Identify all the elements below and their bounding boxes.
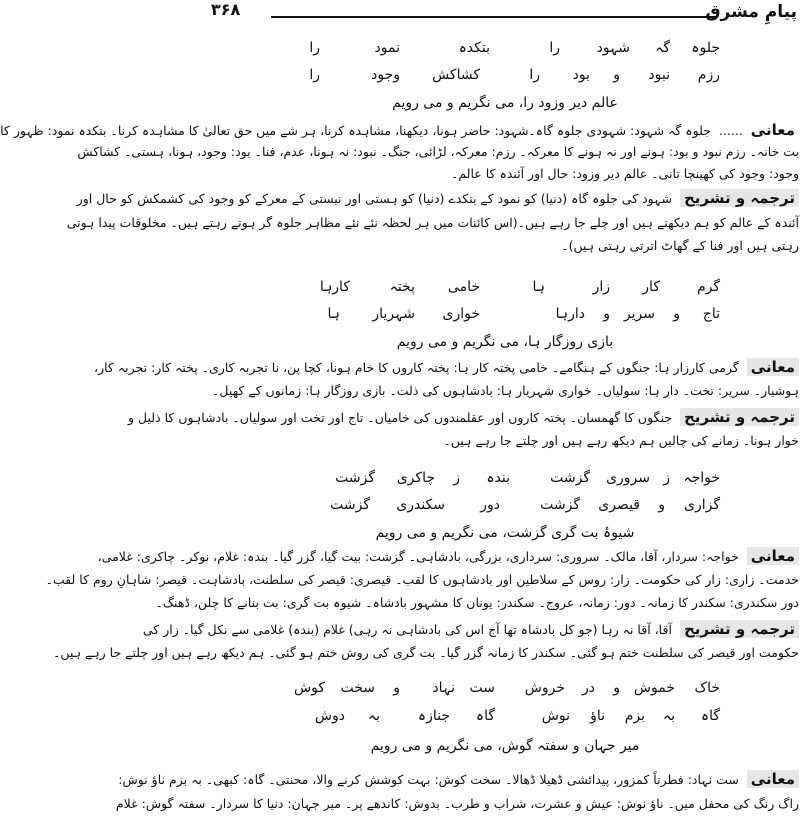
- word: را: [549, 40, 560, 56]
- word: گزشت: [335, 470, 375, 486]
- word: و: [613, 680, 620, 696]
- translation-line: رہتی ہیں اور فنا کے گھاٹ اترتی رہتی ہیں)۔: [561, 238, 799, 253]
- word: سکندری: [396, 497, 445, 513]
- word: بہ: [367, 708, 380, 724]
- word: و: [658, 497, 665, 513]
- word: سریر: [623, 306, 655, 322]
- word: نمود: [374, 40, 400, 56]
- header-rule: [271, 16, 717, 18]
- meaning-line: خدمت۔ زاری: زار کی حکومت۔ زار: روس کے سلاطین اور بادشاہوں کا لقب۔ قیصری: قیصر کی سلطنت، بادشاہت۔ قیصر: شاہانِ روم کا لقب۔: [45, 572, 799, 587]
- word: رزم: [697, 67, 720, 83]
- word: ہا: [327, 306, 340, 322]
- word: ہا: [532, 279, 545, 295]
- word: بہ: [662, 708, 675, 724]
- word: تاج: [702, 306, 720, 322]
- word: وجود: [371, 67, 400, 83]
- verse-line: [300, 40, 720, 62]
- refrain: میر جہان و سفتہ گوش، می نگریم و می رویم: [370, 738, 640, 754]
- meaning-line: وجود: وجود کی کھینچا تانی۔ عالم دیر وزود: حال اور آئندہ کا عالم۔: [451, 166, 799, 181]
- meaning-text: خواجہ: سردار، آقا، مالک۔ سروری: سرداری، بزرگی، بادشاہی۔ گزشت: بیت گیا، گزر گیا۔ بندہ: غلام، نوکر۔ چاکری: غلامی،: [97, 549, 739, 564]
- word: کشاکش: [432, 67, 480, 83]
- word: چاکری: [396, 470, 435, 486]
- word: قیصری: [598, 497, 640, 513]
- meaning-line: [97, 547, 799, 565]
- word: بزم: [624, 708, 645, 724]
- word: بود: [572, 67, 590, 83]
- page-header: [205, 0, 805, 30]
- translation-line: [142, 620, 799, 638]
- translation-text: آقا، آقا نہ رہا (جو کل بادشاہ تھا آج اس کی بادشاہی نہ رہی) غلام (بندہ) غلامی سے نکل گیا۔ زار کی: [142, 622, 672, 637]
- refrain: بازی روزگار ہا، می نگریم و می رویم: [396, 334, 614, 350]
- word: بتکدہ: [458, 40, 490, 56]
- word: خامی: [447, 279, 480, 295]
- page-number: ۳۶۸: [211, 0, 241, 19]
- word: جنازہ: [417, 708, 450, 724]
- meaning-line: [118, 770, 799, 788]
- meaning-line: دور سکندری: سکندر کا زمانہ۔ دور: زمانہ، عروج۔ سکندر: یونان کا مشہور بادشاہ۔ شیوہ بت گری: بت بنانے کا چلن، ڈھنگ۔: [155, 595, 799, 610]
- word: گرم: [696, 279, 720, 295]
- word: و: [673, 306, 680, 322]
- word: دارہا: [555, 306, 585, 322]
- word: نبود: [648, 67, 670, 83]
- word: سروری: [606, 470, 650, 486]
- word: و: [393, 680, 400, 696]
- meaning-line: بت خانہ۔ رزم نبود و بود: ہونے اور نہ ہونے کا معرکہ۔ رزم: معرکہ، لڑائی، جنگ۔ نبود: نہ ہونا، عدم، فنا۔ بود: وجود، ہونا، ہستی۔ کشاکش: [77, 144, 799, 159]
- verse-line: [300, 470, 720, 492]
- word: جلوہ: [691, 40, 720, 56]
- translation-label: ترجمہ و تشریح: [680, 189, 799, 207]
- meaning-label: معانی: [747, 358, 799, 376]
- verse-line: [300, 497, 720, 519]
- word: گاہ: [700, 708, 720, 724]
- word: خواری: [442, 306, 480, 322]
- word: گزشت: [550, 470, 590, 486]
- meaning-label: معانی: [747, 770, 799, 788]
- word: کوش: [294, 680, 325, 696]
- word: ز: [663, 470, 670, 486]
- verse-line: [300, 67, 720, 89]
- word: سخت: [340, 680, 375, 696]
- meaning-label: معانی: [750, 121, 795, 139]
- word: گزاری: [684, 497, 720, 513]
- word: خروش: [524, 680, 565, 696]
- verse-line: [300, 279, 720, 301]
- meaning-text: ست نہاد: فطرتاً کمزور، پیدائشی ڈھیلا ڈھالا۔ سخت کوش: بہت کوشش کرنے والا، محنتی۔ گاہ: کبھی۔ بہ بزم ناؤ نوش:: [118, 772, 739, 787]
- word: نہاد: [432, 680, 455, 696]
- word: ناؤ: [590, 708, 605, 724]
- word: کارہا: [319, 279, 350, 295]
- translation-line: آئندہ کے عالم کو ہم دیکھتے ہیں اور چلے جا رہے ہیں۔(اس کائنات میں ہر لحظہ نئے نئے مظاہر جلوہ گر ہوتے رہتے ہیں۔ مخلوقات پیدا ہوتی: [66, 215, 799, 230]
- word: و: [613, 67, 620, 83]
- translation-line: [128, 408, 799, 426]
- word: خواجہ: [683, 470, 720, 486]
- meaning-line: معانی...... جلوہ گہ شہود: شہودی جلوہ گاہ۔شہود: حاضر ہونا، دیکھنا، مشاہدہ کرنا، ہر شے میں حق تعالیٰ کا مشاہدہ کرنا۔ بتکدہ نمود: ظہور کا: [211, 121, 799, 139]
- word: ست: [469, 680, 495, 696]
- word: را: [309, 40, 320, 56]
- word: پختہ: [389, 279, 415, 295]
- word: خاک: [694, 680, 720, 696]
- refrain: عالم دیر وزود را، می نگریم و می رویم: [392, 95, 618, 111]
- translation-line: خوار ہونا۔ زمانے کی چالیں ہم دیکھ رہے ہیں اور چلتے جا رہے ہیں۔: [443, 433, 799, 448]
- word: زار: [592, 279, 610, 295]
- translation-line: حکومت اور قیصر کی سلطنت ختم ہو گئی۔ سکندر کا زمانہ گزر گیا۔ بت گری کی روش ختم ہو گئی۔ ہم دیکھ رہے ہیں اور چلتے جا رہے ہیں۔: [53, 645, 799, 660]
- word: بندہ: [486, 470, 510, 486]
- refrain: شیوۂ بت گری گزشت، می نگریم و می رویم: [375, 525, 635, 541]
- word: در: [582, 680, 595, 696]
- translation-label: ترجمہ و تشریح: [680, 620, 799, 638]
- book-title: پیامِ مشرق: [705, 2, 797, 22]
- meaning-line: راگ رنگ کی محفل میں۔ ناؤ نوش: عیش و عشرت، شراب و طرب۔ بدوش: کاندھے پر۔ میر جہان: دنیا کا سردار۔ سفتہ گوش: غلام: [115, 796, 799, 811]
- word: کار: [642, 279, 660, 295]
- meaning-line: [94, 358, 799, 376]
- translation-line: [76, 189, 799, 207]
- translation-text: شہود کی جلوہ گاہ (دنیا) کو نمود کے بتکدے (دنیا) کو ہستی اور نیستی کے معرکے کو وجود کی کشمکش کو حال اور: [76, 191, 672, 206]
- translation-label: ترجمہ و تشریح: [680, 408, 799, 426]
- verse-line: [294, 680, 720, 702]
- word: ز: [453, 470, 460, 486]
- meaning-text: جلوہ گہ شہود: شہودی جلوہ گاہ۔شہود: حاضر ہونا، دیکھنا، مشاہدہ کرنا، ہر شے میں حق تعالیٰ کا مشاہدہ کرنا۔ بتکدہ نمود: ظہور کا: [0, 123, 711, 138]
- word: خموش: [633, 680, 675, 696]
- verse-line: [300, 306, 720, 328]
- translation-text: جنگوں کا گھمسان۔ پختہ کاروں اور عقلمندوں کی خامیاں۔ تاج اور تخت اور سولیاں۔ بادشاہوں کا ذلیل و: [128, 410, 672, 425]
- meaning-text: گرمی کارزار ہا: جنگوں کے ہنگامے۔ خامی پختہ کار ہا: پختہ کاروں کا خام ہونا، کچا پن، نا تجربہ کاری۔ پختہ کار: تجربہ کار،: [94, 360, 739, 375]
- word: دوش: [314, 708, 345, 724]
- word: را: [309, 67, 320, 83]
- meaning-line: ہوشیار۔ سریر: تخت۔ دار ہا: سولیاں۔ خواری شہریار ہا: بادشاہوں کی ذلت۔ بازی روزگار ہا: زمانوں کے کھیل۔: [212, 383, 799, 398]
- meaning-label: معانی: [747, 547, 799, 565]
- word: گاہ: [475, 708, 495, 724]
- word: گزشت: [330, 497, 370, 513]
- word: شہود: [596, 40, 630, 56]
- word: را: [529, 67, 540, 83]
- word: گزشت: [540, 497, 580, 513]
- word: شہریار: [372, 306, 415, 322]
- word: گہ: [655, 40, 670, 56]
- verse-line: [300, 708, 720, 730]
- word: و: [603, 306, 610, 322]
- word: نوش: [541, 708, 570, 724]
- word: دور: [480, 497, 500, 513]
